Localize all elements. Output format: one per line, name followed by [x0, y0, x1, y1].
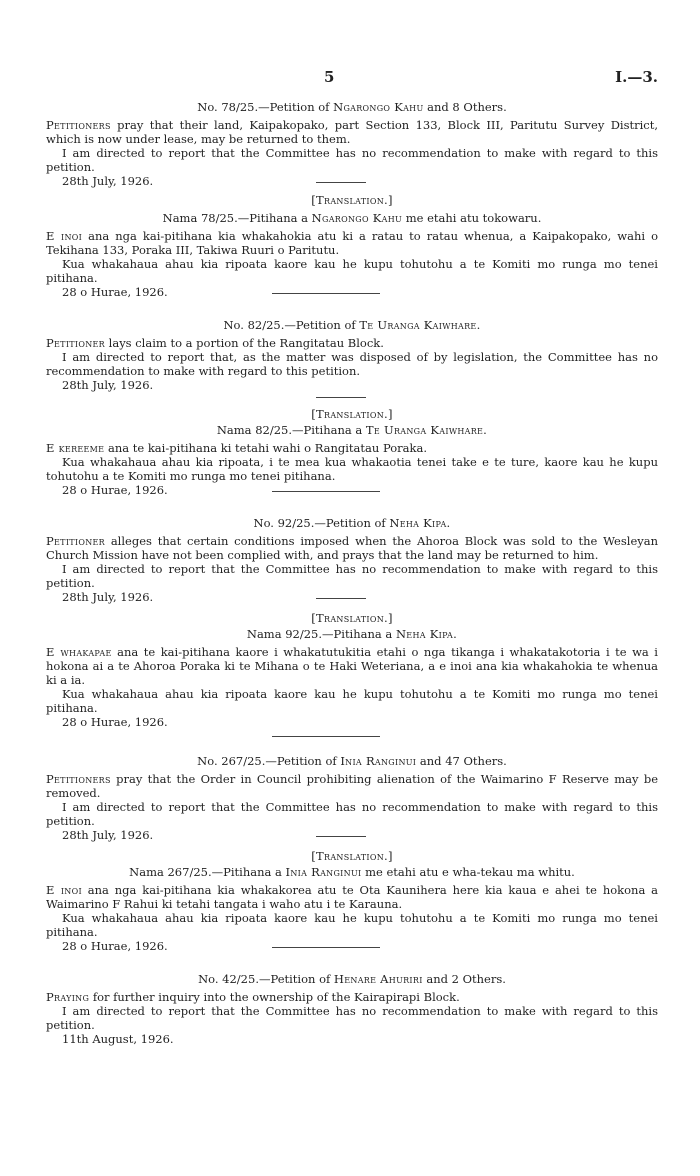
- translation-report: Kua whakahaua ahau kia ripoata kaore kau he kupu tohutohu a te Komiti mo runga mo tenei pitihana.: [46, 911, 658, 939]
- report-date: 28th July, 1926.: [62, 590, 154, 604]
- translation-date: 28 o Hurae, 1926.: [62, 483, 168, 497]
- divider-rule: [316, 836, 366, 837]
- petition-body: Petitioner lays claim to a portion of the Rangitatau Block.: [46, 336, 384, 350]
- petition-title: No. 42/25.—Petition of Henare Ahuriri and 2 Others.: [198, 972, 506, 986]
- translation-body: E inoi ana nga kai-pitihana kia whakakorea atu te Ota Kaunihera here kia kaua e ahei te hokona a Waimarino F Rahui ki tetahi tangata i waho atu i te Karauna.: [46, 883, 659, 911]
- committee-report: I am directed to report that the Committee has no recommendation to make with regard to this petition.: [46, 146, 658, 174]
- report-date: 11th August, 1926.: [62, 1032, 174, 1046]
- translation-title: Nama 267/25.—Pitihana a Inia Ranginui me etahi atu e wha-tekau ma whitu.: [129, 865, 575, 879]
- translation-date: 28 o Hurae, 1926.: [62, 715, 168, 729]
- petition-body: Petitioners pray that the Order in Council prohibiting alienation of the Waimarino F Reserve may be removed.: [46, 772, 658, 800]
- committee-report: I am directed to report that the Committee has no recommendation to make with regard to this petition.: [46, 562, 658, 590]
- translation-date: 28 o Hurae, 1926.: [62, 285, 168, 299]
- translation-date: 28 o Hurae, 1926.: [62, 939, 168, 953]
- petition-body: Petitioner alleges that certain conditions imposed when the Ahoroa Block was sold to the Wesleyan Church Mission have not been complied with, and prays that the land may be returned to him.: [46, 534, 659, 562]
- petition-267-25: [46, 754, 658, 954]
- divider-rule: [316, 397, 366, 398]
- petition-title: No. 78/25.—Petition of Ngarongo Kahu and 8 Others.: [197, 100, 507, 114]
- petition-body: Petitioners pray that their land, Kaipakopako, part Section 133, Block III, Paritutu Survey District, which is now under lease, may be returned to them.: [46, 118, 659, 146]
- petition-78-25: [46, 100, 658, 300]
- petition-title: No. 82/25.—Petition of Te Uranga Kaiwhare.: [223, 318, 481, 332]
- petition-title: No. 267/25.—Petition of Inia Ranginui and 47 Others.: [197, 754, 507, 768]
- translation-label: [Translation.]: [311, 407, 393, 421]
- report-date: 28th July, 1926.: [62, 174, 154, 188]
- report-date: 28th July, 1926.: [62, 378, 154, 392]
- page-header: [46, 64, 658, 86]
- translation-title: Nama 92/25.—Pitihana a Neha Kipa.: [246, 627, 458, 641]
- document-reference: I.—3.: [615, 68, 658, 86]
- petition-title: No. 92/25.—Petition of Neha Kipa.: [253, 516, 451, 530]
- translation-report: Kua whakahaua ahau kia ripoata kaore kau he kupu tohutohu a te Komiti mo runga mo tenei pitihana.: [46, 257, 658, 285]
- translation-label: [Translation.]: [311, 611, 393, 625]
- translation-report: Kua whakahaua ahau kia ripoata, i te mea kua whakaotia tenei take e te ture, kaore kau he kupu tohutohu a te Komiti mo runga mo tenei pitihana.: [46, 455, 658, 483]
- petition-92-25: [46, 516, 658, 744]
- petition-body: Praying for further inquiry into the ownership of the Kairapirapi Block.: [46, 990, 460, 1004]
- divider-rule: [316, 182, 366, 183]
- translation-title: Nama 82/25.—Pitihana a Te Uranga Kaiwhare.: [216, 423, 488, 437]
- committee-report: I am directed to report that the Committee has no recommendation to make with regard to this petition.: [46, 800, 658, 828]
- translation-title: Nama 78/25.—Pitihana a Ngarongo Kahu me etahi atu tokowaru.: [162, 211, 542, 225]
- document-page: [46, 64, 658, 1047]
- divider-rule: [272, 736, 380, 737]
- divider-rule: [272, 293, 380, 294]
- committee-report: I am directed to report that the Committee has no recommendation to make with regard to this petition.: [46, 1004, 658, 1032]
- translation-report: Kua whakahaua ahau kia ripoata kaore kau he kupu tohutohu a te Komiti mo runga mo tenei pitihana.: [46, 687, 658, 715]
- divider-rule: [316, 598, 366, 599]
- translation-body: E whakapae ana te kai-pitihana kaore i whakatutukitia etahi o nga tikanga i whakatakotoria i te wa i hokona ai a te Ahoroa Poraka ki te Mihana o te Haki Weteriana, a e inoi ana kia whakahokia te whenua ki a ia.: [46, 645, 658, 687]
- divider-rule: [272, 491, 380, 492]
- committee-report: I am directed to report that, as the matter was disposed of by legislation, the Committee has no recommendation to make with regard to this petition.: [46, 350, 658, 378]
- page-number: 5: [324, 68, 335, 86]
- petition-42-25: [46, 972, 658, 1047]
- report-date: 28th July, 1926.: [62, 828, 154, 842]
- divider-rule: [272, 947, 380, 948]
- translation-body: E kereeme ana te kai-pitihana ki tetahi wahi o Rangitatau Poraka.: [46, 441, 427, 455]
- petition-82-25: [46, 318, 658, 498]
- translation-label: [Translation.]: [311, 849, 393, 863]
- translation-body: E inoi ana nga kai-pitihana kia whakahokia atu ki a ratau to ratau whenua, a Kaipakopako, wahi o Tekihana 133, Poraka III, Takiwa Ruuri o Paritutu.: [46, 229, 659, 257]
- translation-label: [Translation.]: [311, 193, 393, 207]
